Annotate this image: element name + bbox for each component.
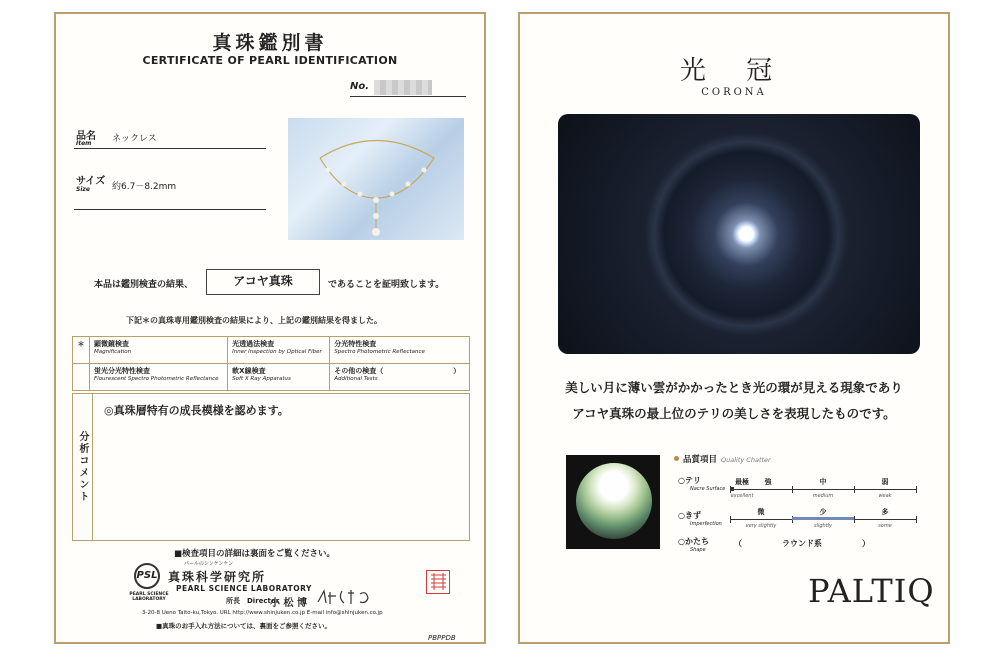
method-cell bbox=[228, 364, 330, 391]
method-row bbox=[73, 337, 470, 364]
footer-note: ■検査項目の詳細は裏面をご覧ください。 bbox=[174, 549, 336, 559]
kizu-label-jp: きず bbox=[684, 511, 701, 520]
size-value: 約6.7－8.2mm bbox=[112, 182, 177, 192]
signature-icon bbox=[316, 588, 376, 606]
teri-grade: 弱 bbox=[881, 478, 889, 486]
teri-label-en: Nacre Surface bbox=[690, 486, 726, 492]
quality-title bbox=[683, 453, 771, 465]
certificate-number-redacted bbox=[374, 80, 432, 95]
method-en: Magnification bbox=[94, 349, 132, 355]
method-en: Inner Inspection by Optical Fiber bbox=[232, 349, 322, 355]
teri-tick bbox=[854, 486, 855, 493]
corona-title: 光 冠 bbox=[679, 56, 789, 86]
teri-grade-en: excellent bbox=[730, 493, 754, 499]
quality-title-en: Quality Chatter bbox=[721, 456, 771, 464]
method-jp: 軟X線検査 bbox=[232, 367, 266, 375]
method-jp: 顕微鏡検査 bbox=[94, 340, 129, 348]
katachi-label-en: Shape bbox=[690, 547, 706, 553]
teri-grade: 中 bbox=[819, 478, 827, 486]
necklace-illustration bbox=[288, 118, 464, 240]
item-label: 品名 bbox=[76, 131, 96, 142]
corona-title-en: CORONA bbox=[701, 87, 767, 98]
kizu-grade: 多 bbox=[881, 508, 889, 516]
teri-grade-en: weak bbox=[878, 493, 892, 499]
kizu-grade: 少 bbox=[819, 508, 827, 516]
kizu-tick bbox=[854, 516, 855, 523]
necklace-photo bbox=[288, 118, 464, 240]
method-jp: その他の検査（ ） bbox=[334, 367, 461, 375]
lab-logo: PSL bbox=[134, 563, 160, 589]
brand-logo: PALTIQ bbox=[808, 572, 935, 610]
method-cell bbox=[330, 364, 470, 391]
method-en: Additional Tests bbox=[334, 376, 378, 382]
certificate-code: PBPPDB bbox=[428, 634, 456, 642]
teri-grade: 最極 bbox=[735, 478, 749, 486]
seal-icon bbox=[428, 571, 449, 592]
certificate-number-line bbox=[350, 96, 466, 97]
method-mark: ＊ bbox=[73, 337, 90, 364]
corona-description-line1: 美しい月に薄い雲がかかったとき光の環が見える現象であり bbox=[565, 380, 903, 395]
method-en: Flourescent Spectro Photometric Reflectance bbox=[94, 376, 219, 382]
method-cell bbox=[330, 337, 470, 364]
lab-stamp bbox=[426, 570, 450, 594]
care-note: ■真珠のお手入れ方法については、裏面をご参照ください。 bbox=[156, 622, 332, 630]
method-en: Spectro Photometric Reflectance bbox=[334, 349, 425, 355]
katachi-label: ○かたち Shape bbox=[678, 537, 709, 553]
quality-bullet-icon bbox=[674, 456, 679, 461]
teri-scale bbox=[730, 489, 916, 490]
method-row bbox=[73, 364, 470, 391]
comment-label: 分析コメント bbox=[72, 393, 93, 541]
kizu-label: ○きず Imperfection bbox=[678, 511, 722, 527]
statement-pre: 本品は鑑別検査の結果、 bbox=[94, 280, 194, 290]
corona-card bbox=[518, 12, 950, 644]
method-cell bbox=[90, 337, 228, 364]
item-label-en: Item bbox=[76, 140, 92, 147]
method-jp: 蛍光分光特性検査 bbox=[94, 367, 150, 375]
result-box: アコヤ真珠 bbox=[206, 269, 320, 295]
method-mark bbox=[73, 364, 90, 391]
teri-tick bbox=[792, 486, 793, 493]
katachi-value: （ ラウンド系 ） bbox=[734, 539, 870, 548]
kizu-grade-en: very slightly bbox=[745, 523, 777, 529]
method-cell bbox=[228, 337, 330, 364]
statement-post: であることを証明致します。 bbox=[328, 280, 445, 290]
teri-tick bbox=[916, 486, 917, 493]
quality-title-jp: 品質項目 bbox=[683, 455, 718, 465]
size-label-en: Size bbox=[76, 186, 90, 193]
item-value: ネックレス bbox=[112, 134, 157, 144]
teri-label: ○テリ Nacre Surface bbox=[678, 476, 726, 492]
kizu-grade: 微 bbox=[757, 508, 765, 516]
method-note: 下記＊の真珠専用鑑別検査の結果により、上記の鑑別結果を得ました。 bbox=[126, 316, 382, 325]
size-label: サイズ bbox=[76, 176, 106, 187]
kizu-grade-en: slightly bbox=[813, 523, 833, 529]
method-cell bbox=[90, 364, 228, 391]
lab-name: 真珠科学研究所 bbox=[168, 570, 267, 584]
teri-label-jp: テリ bbox=[684, 476, 701, 485]
teri-grade: 強 bbox=[764, 478, 772, 486]
item-underline bbox=[74, 148, 266, 149]
method-en: Soft X Ray Apparatus bbox=[232, 376, 291, 382]
corona-description-line2: アコヤ真珠の最上位のテリの美しさを表現したものです。 bbox=[572, 406, 896, 421]
certificate-number-label: No. bbox=[350, 81, 370, 92]
kizu-grade-en: some bbox=[878, 523, 892, 529]
method-jp: 分光特性検査 bbox=[334, 340, 377, 348]
kizu-tick bbox=[730, 516, 731, 523]
certificate-title-en: CERTIFICATE OF PEARL IDENTIFICATION bbox=[142, 54, 398, 67]
lab-name-en: PEARL SCIENCE LABORATORY bbox=[176, 584, 312, 593]
certificate-title: 真珠鑑別書 bbox=[212, 32, 328, 54]
method-jp: 光透過法検査 bbox=[232, 340, 275, 348]
lab-logo-sub: PEARL SCIENCE LABORATORY bbox=[129, 592, 169, 602]
pearl-photo bbox=[566, 455, 660, 549]
certificate-card bbox=[54, 12, 486, 644]
kizu-fill-bar bbox=[792, 517, 854, 520]
director-label: 所長 Director bbox=[226, 597, 280, 605]
director-name: 小 松 博 bbox=[270, 598, 307, 609]
comment-text: ◎真珠層特有の成長模様を認めます。 bbox=[104, 404, 289, 417]
lab-address: 3-20-8 Ueno Taito-ku,Tokyo. URL http://www.shinjuken.co.jp E-mail info@shinjuken.co.jp bbox=[142, 610, 383, 616]
method-table bbox=[72, 336, 470, 391]
katachi-label-jp: かたち bbox=[684, 537, 709, 546]
corona-moon-photo bbox=[558, 114, 920, 354]
teri-marker bbox=[730, 487, 734, 491]
teri-grade-en: medium bbox=[812, 493, 834, 499]
pearl-ball bbox=[576, 463, 652, 539]
kizu-label-en: Imperfection bbox=[690, 521, 722, 527]
lab-kana: パールのシンケンケン bbox=[184, 561, 234, 567]
kizu-tick bbox=[916, 516, 917, 523]
size-underline bbox=[74, 209, 266, 210]
